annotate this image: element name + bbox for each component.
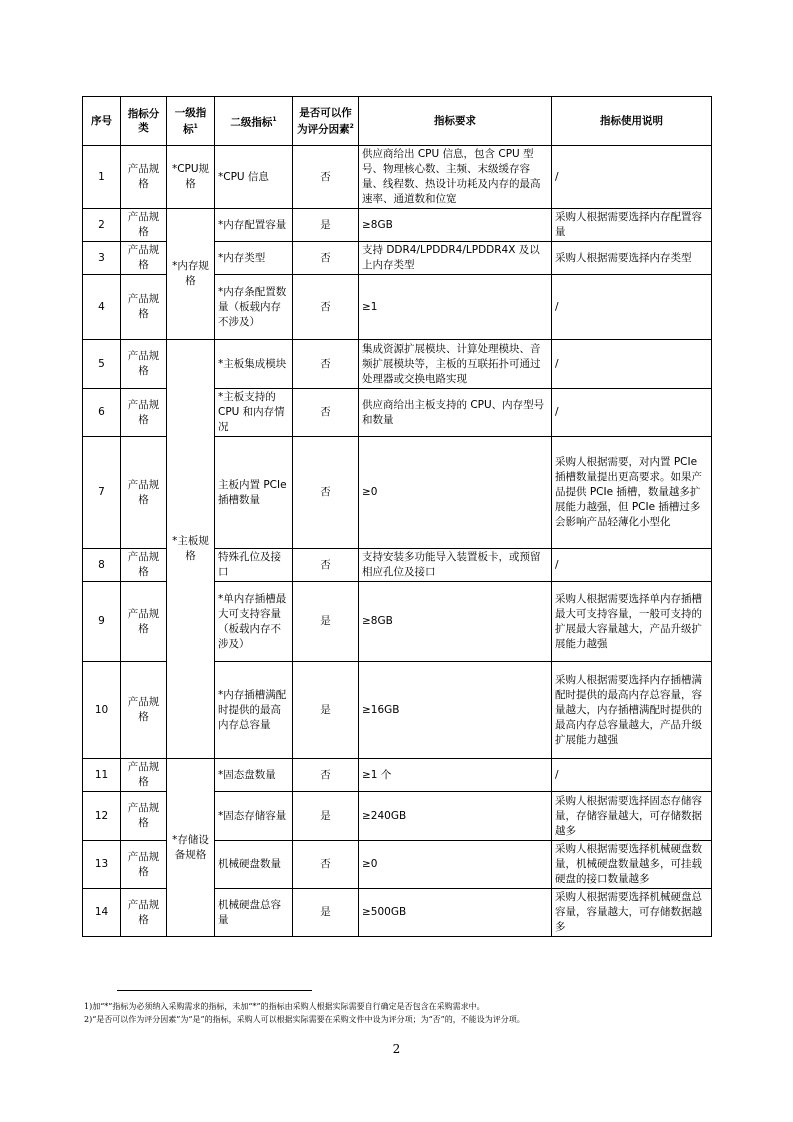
group-memory: *内存规格: [167, 209, 215, 340]
notes-cell: 采购人根据需要选择机械硬盘总容量，容量越大，可存储数据越多: [552, 889, 712, 937]
header-level2-text: 二级指标: [230, 116, 273, 129]
category-cell: 产品规格: [121, 841, 167, 889]
notes-cell: /: [552, 549, 712, 582]
category-cell: 产品规格: [121, 437, 167, 549]
requirement-cell: ≥1: [359, 275, 552, 340]
notes-cell: 采购人根据需要，对内置 PCIe 插槽数量提出更高要求。如果产品提供 PCIe 插槽，数量越多扩展能力越强，但 PCIe 插槽过多会影响产品轻薄化小型化: [552, 437, 712, 549]
level2-cell: *固态存储容量: [215, 792, 293, 841]
category-cell: 产品规格: [121, 275, 167, 340]
seq-cell: 12: [83, 792, 121, 841]
header-scoring-text: 是否可以作为评分因素: [297, 106, 352, 136]
footnote-divider: [117, 990, 312, 991]
notes-cell: 采购人根据需要选择单内存插槽最大可支持容量，一般可支持的扩展最大容量越大，产品升级扩展能力越强: [552, 582, 712, 662]
scoring-cell: 否: [293, 437, 359, 549]
category-cell: 产品规格: [121, 582, 167, 662]
header-level2-sup: 1: [272, 115, 277, 123]
notes-cell: /: [552, 759, 712, 792]
spec-table: [82, 96, 712, 937]
header-seq: 序号: [83, 97, 121, 146]
table-row: [83, 209, 712, 242]
level2-cell: *主板支持的 CPU 和内存情况: [215, 389, 293, 437]
group-storage: *存储设备规格: [167, 759, 215, 937]
level2-cell: 特殊孔位及接口: [215, 549, 293, 582]
notes-cell: /: [552, 389, 712, 437]
level2-cell: *内存条配置数量（板载内存不涉及）: [215, 275, 293, 340]
level2-cell: 机械硬盘总容量: [215, 889, 293, 937]
requirement-cell: 集成资源扩展模块、计算处理模块、音频扩展模块等，主板的互联拓扑可通过处理器或交换电路实现: [359, 340, 552, 389]
category-cell: 产品规格: [121, 792, 167, 841]
scoring-cell: 否: [293, 275, 359, 340]
notes-cell: 采购人根据需要选择内存插槽满配时提供的最高内存总容量，容量越大，内存插槽满配时提供的最高内存总容量越大，产品升级扩展能力越强: [552, 662, 712, 759]
header-scoring-sup: 2: [349, 122, 354, 130]
scoring-cell: 否: [293, 389, 359, 437]
requirement-cell: 支持安装多功能导入装置板卡，或预留相应孔位及接口: [359, 549, 552, 582]
table-row: [83, 759, 712, 792]
seq-cell: 13: [83, 841, 121, 889]
scoring-cell: 是: [293, 209, 359, 242]
requirement-cell: ≥240GB: [359, 792, 552, 841]
scoring-cell: 是: [293, 792, 359, 841]
notes-cell: 采购人根据需要选择固态存储容量，存储容量越大，可存储数据越多: [552, 792, 712, 841]
seq-cell: 10: [83, 662, 121, 759]
scoring-cell: 否: [293, 549, 359, 582]
footnote-1: 1)加“*”指标为必须纳入采购需求的指标，未加“*”的指标由采购人根据实际需要自行确定是否包含在采购需求中。: [84, 1002, 485, 1011]
requirement-cell: 供应商给出主板支持的 CPU、内存型号和数量: [359, 389, 552, 437]
scoring-cell: 否: [293, 759, 359, 792]
header-level1: [167, 97, 215, 146]
category-cell: 产品规格: [121, 209, 167, 242]
seq-cell: 11: [83, 759, 121, 792]
group-cpu: *CPU规格: [167, 146, 215, 209]
requirement-cell: ≥0: [359, 437, 552, 549]
category-cell: 产品规格: [121, 389, 167, 437]
category-cell: 产品规格: [121, 242, 167, 275]
category-cell: 产品规格: [121, 146, 167, 209]
header-notes: 指标使用说明: [552, 97, 712, 146]
table-row: [83, 146, 712, 209]
level2-cell: *内存配置容量: [215, 209, 293, 242]
seq-cell: 8: [83, 549, 121, 582]
level2-cell: *单内存插槽最大可支持容量（板载内存不涉及）: [215, 582, 293, 662]
notes-cell: 采购人根据需要选择内存配置容量: [552, 209, 712, 242]
seq-cell: 6: [83, 389, 121, 437]
level2-cell: *内存插槽满配时提供的最高内存总容量: [215, 662, 293, 759]
seq-cell: 7: [83, 437, 121, 549]
notes-cell: 采购人根据需要选择机械硬盘数量，机械硬盘数量越多，可挂载硬盘的接口数量越多: [552, 841, 712, 889]
seq-cell: 3: [83, 242, 121, 275]
category-cell: 产品规格: [121, 662, 167, 759]
requirement-cell: 支持 DDR4/LPDDR4/LPDDR4X 及以上内存类型: [359, 242, 552, 275]
requirement-cell: ≥8GB: [359, 209, 552, 242]
seq-cell: 9: [83, 582, 121, 662]
requirement-cell: ≥8GB: [359, 582, 552, 662]
level2-cell: *主板集成模块: [215, 340, 293, 389]
header-level2: [215, 97, 293, 146]
seq-cell: 2: [83, 209, 121, 242]
requirement-cell: ≥16GB: [359, 662, 552, 759]
scoring-cell: 否: [293, 340, 359, 389]
level2-cell: *内存类型: [215, 242, 293, 275]
header-requirement: 指标要求: [359, 97, 552, 146]
table-row: [83, 340, 712, 389]
level2-cell: *固态盘数量: [215, 759, 293, 792]
requirement-cell: ≥500GB: [359, 889, 552, 937]
category-cell: 产品规格: [121, 889, 167, 937]
header-row: [83, 97, 712, 146]
requirement-cell: ≥0: [359, 841, 552, 889]
group-board: *主板规格: [167, 340, 215, 759]
level2-cell: 主板内置 PCIe 插槽数量: [215, 437, 293, 549]
category-cell: 产品规格: [121, 549, 167, 582]
notes-cell: /: [552, 146, 712, 209]
category-cell: 产品规格: [121, 340, 167, 389]
header-scoring: [293, 97, 359, 146]
requirement-cell: 供应商给出 CPU 信息，包含 CPU 型号、物理核心数、主频、末级缓存容量、线程数、热设计功耗及内存的最高速率、通道数和位宽: [359, 146, 552, 209]
scoring-cell: 是: [293, 582, 359, 662]
header-category: 指标分类: [121, 97, 167, 146]
seq-cell: 1: [83, 146, 121, 209]
footnote-2: 2)“是否可以作为评分因素”为“是”的指标，采购人可以根据实际需要在采购文件中设为评分项；为“否”的，不能设为评分项。: [84, 1015, 525, 1024]
scoring-cell: 是: [293, 662, 359, 759]
page-number: 2: [392, 1042, 401, 1056]
header-level1-text: 一级指标: [174, 106, 207, 136]
notes-cell: 采购人根据需要选择内存类型: [552, 242, 712, 275]
scoring-cell: 否: [293, 242, 359, 275]
seq-cell: 5: [83, 340, 121, 389]
notes-cell: /: [552, 275, 712, 340]
footnotes: [84, 1000, 724, 1026]
scoring-cell: 是: [293, 889, 359, 937]
notes-cell: /: [552, 340, 712, 389]
category-cell: 产品规格: [121, 759, 167, 792]
scoring-cell: 否: [293, 841, 359, 889]
level2-cell: 机械硬盘数量: [215, 841, 293, 889]
level2-cell: *CPU 信息: [215, 146, 293, 209]
header-level1-sup: 1: [193, 122, 198, 130]
seq-cell: 4: [83, 275, 121, 340]
seq-cell: 14: [83, 889, 121, 937]
requirement-cell: ≥1 个: [359, 759, 552, 792]
scoring-cell: 否: [293, 146, 359, 209]
